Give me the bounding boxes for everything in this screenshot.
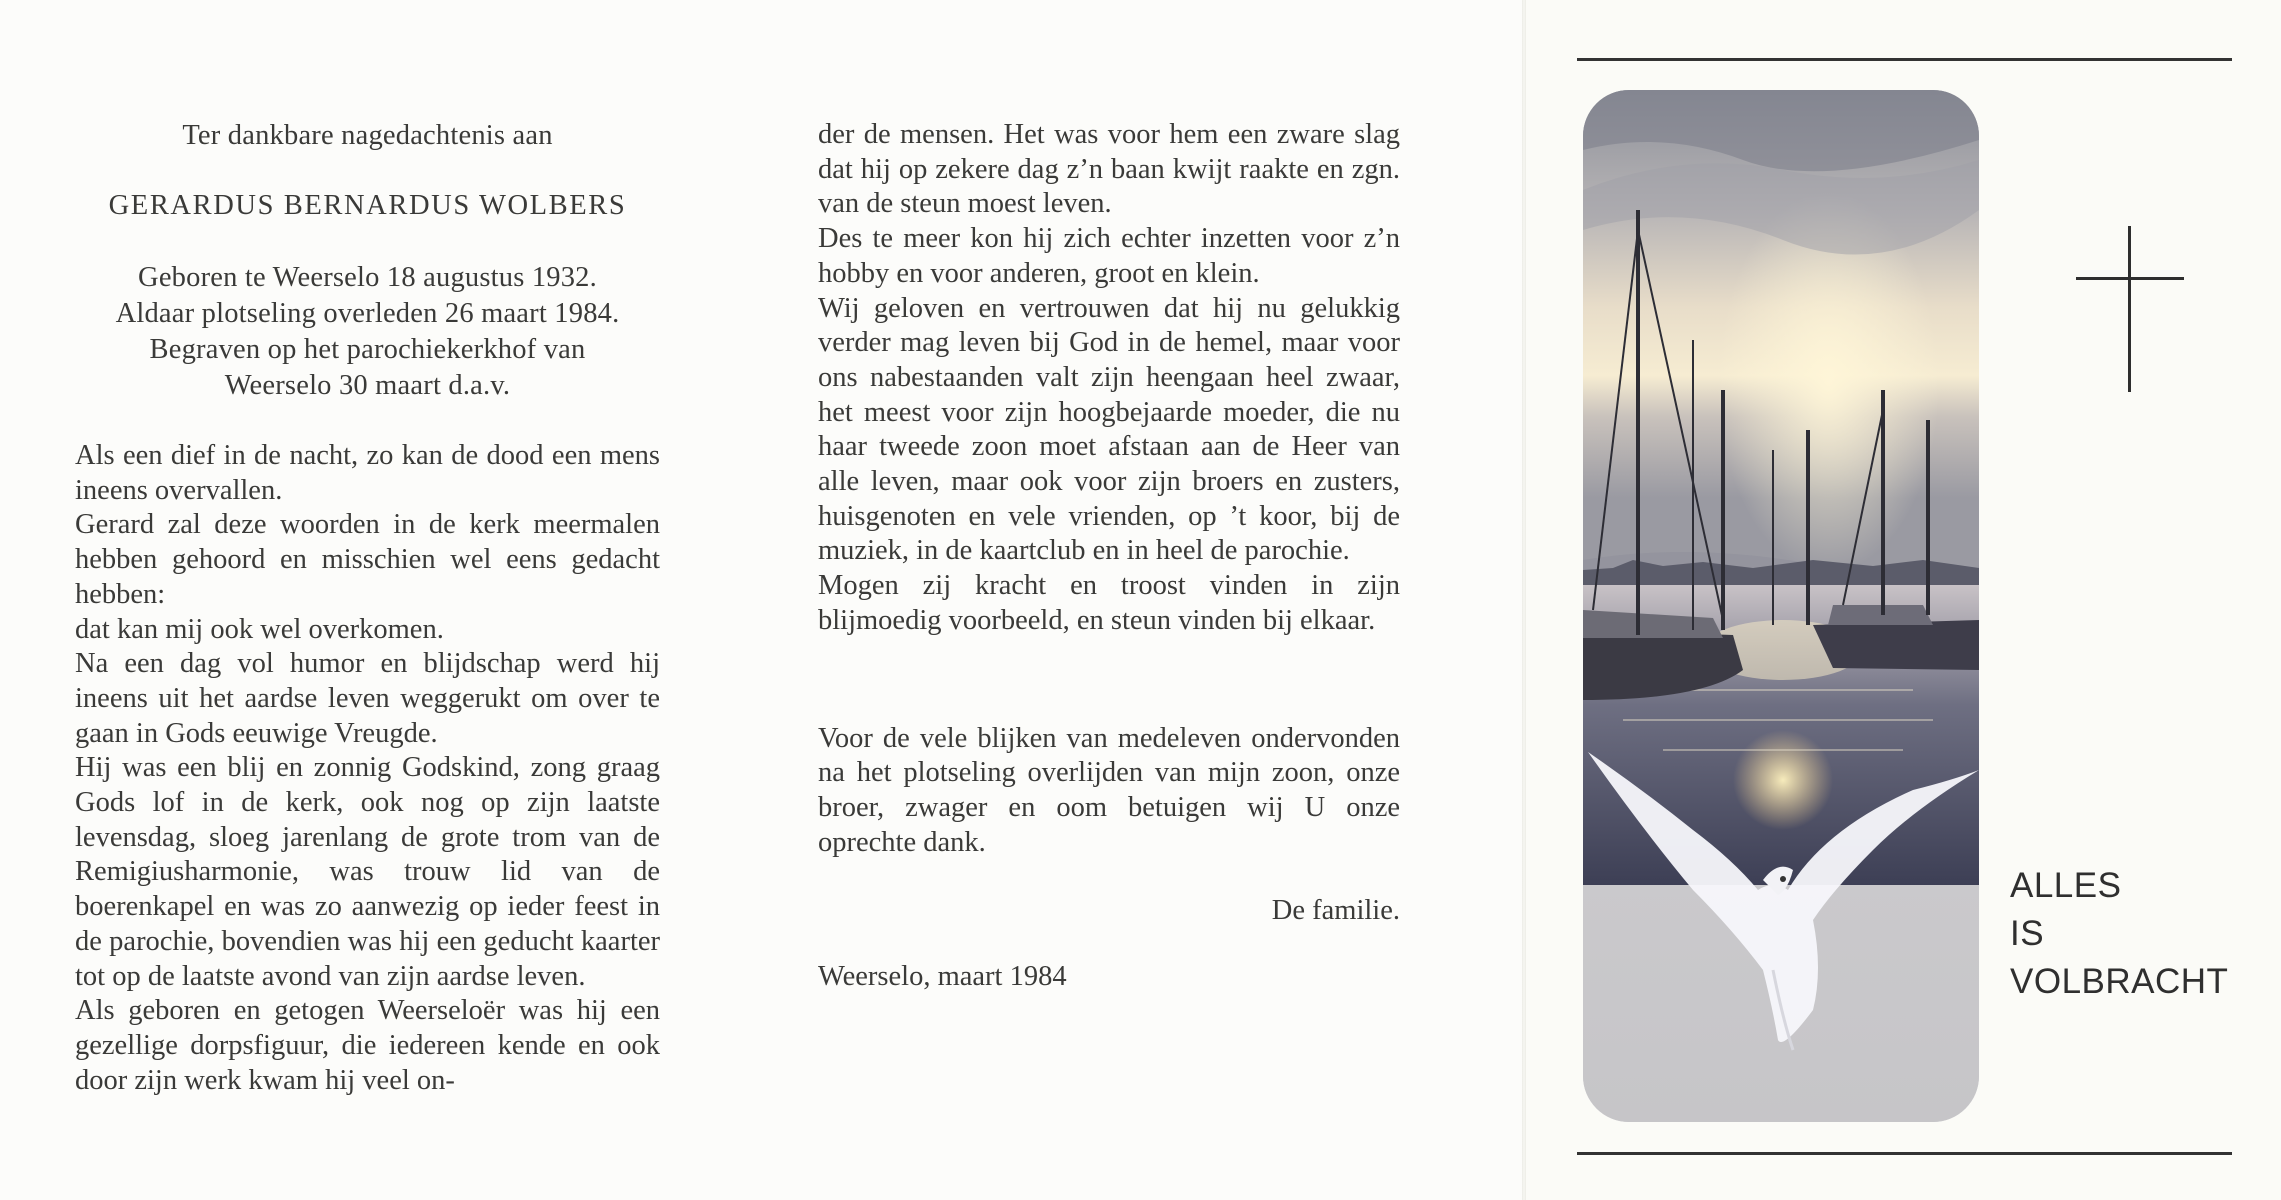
- cross-vertical: [2128, 226, 2131, 392]
- place-date: Weerselo, maart 1984: [818, 961, 1067, 993]
- harbor-sunset-dove-photo: [1583, 90, 1979, 1122]
- motto-line: VOLBRACHT: [2010, 962, 2229, 1001]
- paragraph: Voor de vele blijken van medeleven ondervonden na het plotseling overlijden van mijn zoon, onze broer, zwager en oom betuigen wij U onze oprechte dank.: [818, 722, 1400, 858]
- top-rule: [1577, 58, 2232, 61]
- paragraph: dat kan mij ook wel overkomen.: [75, 613, 444, 645]
- family-signature: De familie.: [1271, 895, 1400, 927]
- thanks-paragraph: [818, 722, 1400, 861]
- birth-death-details: [75, 260, 660, 404]
- cross-horizontal: [2076, 277, 2184, 280]
- paragraph: Als geboren en getogen Weerseloër was hij een gezellige dorpsfiguur, die iedereen kende en ook door zijn werk kwam hij veel on-: [75, 995, 660, 1096]
- card-fold: [1522, 0, 1526, 1200]
- photo-illustration: [1583, 90, 1979, 1122]
- motto-text: [2010, 862, 2228, 1006]
- bottom-rule: [1577, 1152, 2232, 1155]
- motto-line: ALLES: [2010, 866, 2122, 905]
- paragraph: Na een dag vol humor en blijdschap werd hij ineens uit het aardse leven weggerukt om over te gaan in Gods eeuwige Vreugde.: [75, 648, 660, 749]
- left-text-column: [75, 118, 660, 1098]
- paragraph: Als een dief in de nacht, zo kan de dood een mens ineens overvallen.: [75, 440, 660, 506]
- paragraph: Gerard zal deze woorden in de kerk meermalen hebben gehoord en misschien wel eens gedacht hebben:: [75, 509, 660, 610]
- detail-line: Geboren te Weerselo 18 augustus 1932.: [138, 262, 597, 293]
- memorial-text-left: [75, 439, 660, 1098]
- deceased-name: GERARDUS BERNARDUS WOLBERS: [108, 190, 627, 221]
- paragraph: Hij was een blij en zonnig Godskind, zong graag Gods lof in de kerk, ook nog op zijn laatste levensdag, sloeg jarenlang de grote trom van de Remigiusharmonie, was trouw lid van de boerenkapel en was zo aanwezig op ieder feest in de parochie, bovendien was hij een geducht kaarter tot op de laatste avond van zijn aardse leven.: [75, 752, 660, 992]
- intro-line: Ter dankbare nagedachtenis aan: [182, 120, 553, 151]
- detail-line: Weerselo 30 maart d.a.v.: [224, 370, 511, 401]
- paragraph: Wij geloven en vertrouwen dat hij nu gelukkig verder mag leven bij God in de hemel, maar voor ons nabestaanden valt zijn heengaan heel zwaar, het meest voor zijn hoogbejaarde moeder, die nu haar tweede zoon moet afstaan aan de Heer van alle leven, maar ook voor zijn broers en zusters, huisgenoten en vele vrienden, op ’t koor, bij de muziek, in de kaartclub en in heel de parochie.: [818, 292, 1400, 567]
- motto-line: IS: [2010, 914, 2045, 953]
- detail-line: Aldaar plotseling overleden 26 maart 1984.: [115, 298, 620, 329]
- memorial-text-right: [818, 118, 1400, 639]
- detail-line: Begraven op het parochiekerkhof van: [149, 334, 586, 365]
- cross-icon: [2076, 226, 2184, 392]
- paragraph: Mogen zij kracht en troost vinden in zijn blijmoedig voorbeeld, en steun vinden bij elkaar.: [818, 570, 1400, 636]
- paragraph: der de mensen. Het was voor hem een zware slag dat hij op zekere dag z’n baan kwijt raakte en zgn. van de steun moest leven.: [818, 119, 1400, 220]
- paragraph: Des te meer kon hij zich echter inzetten voor z’n hobby en voor anderen, groot en klein.: [818, 223, 1400, 289]
- middle-text-column: [818, 118, 1400, 993]
